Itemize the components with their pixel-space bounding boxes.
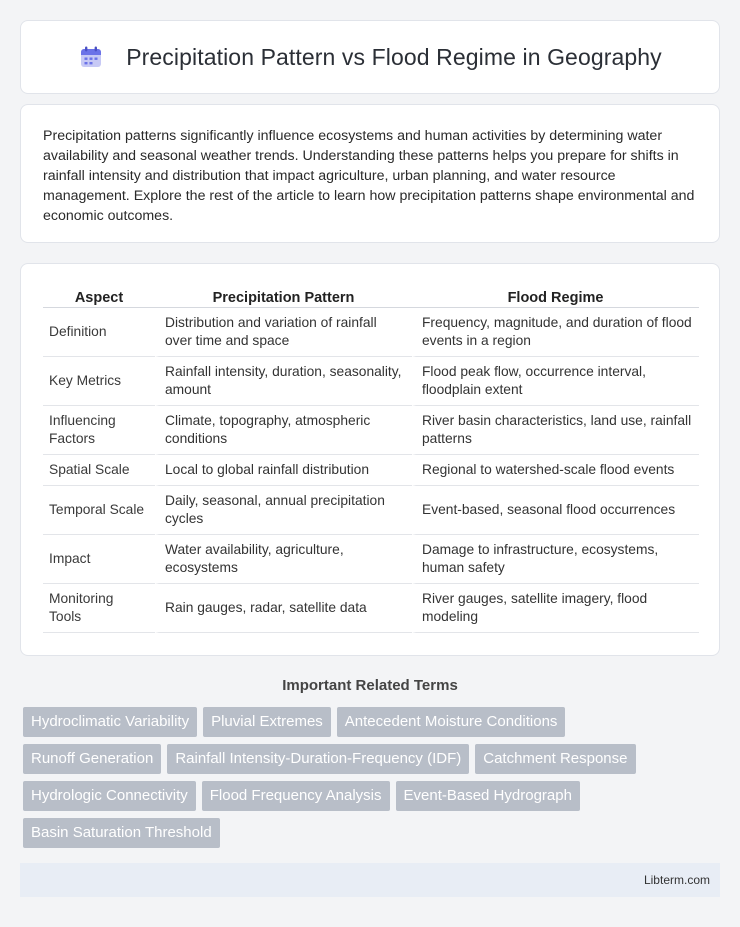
header-inner	[78, 44, 662, 71]
flood-cell: River gauges, satellite imagery, flood modeling	[412, 584, 699, 633]
aspect-cell: Temporal Scale	[43, 486, 155, 535]
table-row	[43, 455, 699, 486]
intro-card	[20, 104, 720, 243]
related-term-tag[interactable]: Rainfall Intensity-Duration-Frequency (IDF)	[167, 744, 469, 774]
aspect-cell: Monitoring Tools	[43, 584, 155, 633]
related-term-tag[interactable]: Antecedent Moisture Conditions	[337, 707, 566, 737]
tag-row	[23, 707, 723, 737]
table-header-row	[43, 284, 699, 308]
header-precipitation-pattern: Precipitation Pattern	[155, 284, 412, 308]
table-row	[43, 535, 699, 584]
related-term-tag[interactable]: Flood Frequency Analysis	[202, 781, 390, 811]
page-title: Precipitation Pattern vs Flood Regime in Geography	[126, 43, 662, 70]
flood-cell: Frequency, magnitude, and duration of flood events in a region	[412, 308, 699, 357]
precipitation-cell: Rainfall intensity, duration, seasonality, amount	[155, 357, 412, 406]
precipitation-cell: Climate, topography, atmospheric conditions	[155, 406, 412, 455]
flood-cell: Damage to infrastructure, ecosystems, human safety	[412, 535, 699, 584]
related-term-tag[interactable]: Runoff Generation	[23, 744, 161, 774]
precipitation-cell: Local to global rainfall distribution	[155, 455, 412, 486]
header-aspect: Aspect	[43, 284, 155, 308]
related-term-tag[interactable]: Pluvial Extremes	[203, 707, 331, 737]
calendar-icon	[78, 44, 104, 70]
precipitation-cell: Rain gauges, radar, satellite data	[155, 584, 412, 633]
flood-cell: Event-based, seasonal flood occurrences	[412, 486, 699, 535]
aspect-cell: Influencing Factors	[43, 406, 155, 455]
related-term-tag[interactable]: Hydrologic Connectivity	[23, 781, 196, 811]
aspect-cell: Definition	[43, 308, 155, 357]
footer-site-link[interactable]: Libterm.com	[643, 873, 710, 887]
table-row	[43, 486, 699, 535]
related-term-tag[interactable]: Event-Based Hydrograph	[396, 781, 580, 811]
comparison-table	[43, 284, 699, 633]
aspect-cell: Impact	[43, 535, 155, 584]
tag-row	[23, 744, 723, 774]
precipitation-cell: Daily, seasonal, annual precipitation cycles	[155, 486, 412, 535]
precipitation-cell: Distribution and variation of rainfall over time and space	[155, 308, 412, 357]
flood-cell: Regional to watershed-scale flood events	[412, 455, 699, 486]
tag-row	[23, 818, 723, 848]
header-card	[20, 20, 720, 94]
tag-row	[23, 781, 723, 811]
table-row	[43, 584, 699, 633]
comparison-table-card	[20, 263, 720, 656]
table-row	[43, 357, 699, 406]
footer	[20, 863, 720, 897]
related-term-tag[interactable]: Basin Saturation Threshold	[23, 818, 220, 848]
intro-paragraph: Precipitation patterns significantly influence ecosystems and human activities by determining water availability and seasonal weather trends. Understanding these patterns helps you prepare for shifts in rainfall intensity and distribution that impact agriculture, urban planning, and water resource management. Explore the rest of the article to learn how precipitation patterns shape environmental and economic outcomes.	[43, 128, 695, 224]
precipitation-cell: Water availability, agriculture, ecosystems	[155, 535, 412, 584]
related-terms-heading: Important Related Terms	[282, 677, 458, 694]
related-term-tag[interactable]: Hydroclimatic Variability	[23, 707, 197, 737]
aspect-cell: Spatial Scale	[43, 455, 155, 486]
flood-cell: River basin characteristics, land use, rainfall patterns	[412, 406, 699, 455]
flood-cell: Flood peak flow, occurrence interval, floodplain extent	[412, 357, 699, 406]
header-flood-regime: Flood Regime	[412, 284, 699, 308]
aspect-cell: Key Metrics	[43, 357, 155, 406]
related-terms-tags	[23, 707, 723, 855]
related-term-tag[interactable]: Catchment Response	[475, 744, 635, 774]
table-row	[43, 308, 699, 357]
table-row	[43, 406, 699, 455]
